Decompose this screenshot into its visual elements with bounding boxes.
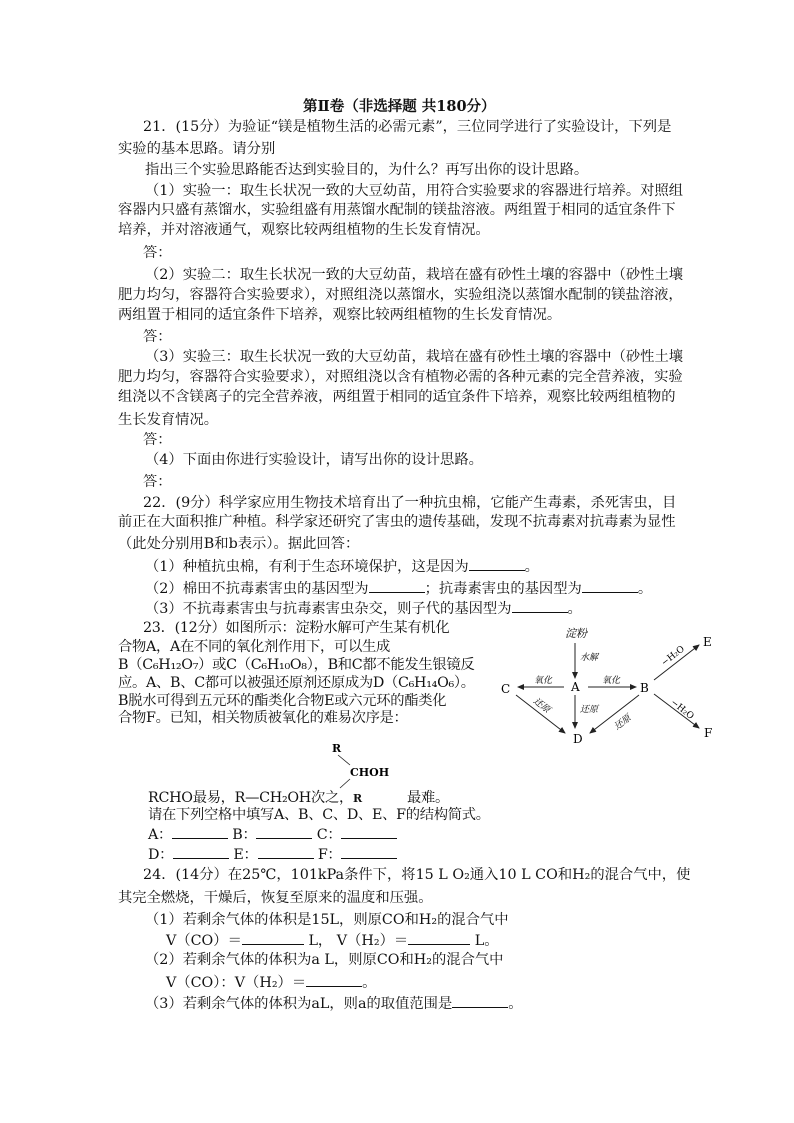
unit: L，: [308, 933, 333, 949]
instruction: 请在下列空格中填写A、B、C、D、E、F的结构简式。: [148, 807, 490, 823]
text-line: 组浇以不含镁离子的完全营养液，两组置于相同的适宜条件下培养，观察比较两组植物的: [118, 389, 676, 405]
ratio-label: V（CO）：V（H₂）＝: [166, 975, 307, 991]
r-top: R: [332, 742, 342, 755]
node-f: F: [704, 726, 713, 740]
text: （3）若剩余气体的体积为aL，则a的取值范围是: [145, 996, 453, 1012]
starch-label: 淀粉: [565, 627, 587, 640]
node-d: D: [573, 732, 583, 746]
reduction-label-a: 还原: [580, 705, 599, 715]
label-a: A：: [148, 827, 173, 843]
text-line: 培养，并对溶液通气，观察比较两组植物的生长发育情况。: [118, 222, 490, 238]
answer-label: 答：: [143, 245, 172, 261]
text-line: B脱水可得到五元环的酯类化合物E或六元环的酯类化: [118, 693, 447, 709]
period: 。: [362, 975, 377, 991]
label-b: B：: [232, 827, 257, 843]
ratio-answer-row: [166, 973, 376, 992]
answer-blank-range[interactable]: [452, 994, 508, 1008]
text: 最难。: [406, 790, 449, 806]
unit: L。: [474, 933, 499, 949]
text-line: 21．(15分）为验证“镁是植物生活的必需元素”，三位同学进行了实验设计，下列是: [143, 119, 672, 135]
node-a: A: [571, 680, 580, 694]
text: ；抗毒素害虫的基因型为: [424, 581, 582, 597]
reduction-label-c: 还原: [531, 696, 552, 716]
reduction-label-b: 还原: [612, 713, 634, 733]
answer-label: 答：: [143, 474, 172, 490]
period: 。: [637, 581, 653, 597]
text-line: 合物A，A在不同的氧化剂作用下，可以生成: [118, 639, 390, 655]
text-line: 应。A、B、C都可以被强还原剂还原成为D（C₆H₁₄O₆）。: [118, 675, 475, 691]
label-d: D：: [148, 847, 174, 863]
answer-blank-ratio[interactable]: [306, 973, 362, 987]
text-line: 22．(9分）科学家应用生物技术培育出了一种抗虫棉，它能产生毒素，杀死害虫，目: [143, 495, 677, 511]
answer-blank-v-co[interactable]: [242, 931, 304, 945]
text: （3）不抗毒素害虫与抗毒素害虫杂交，则子代的基因型为: [145, 601, 512, 617]
text-line: 两组置于相同的适宜条件下培养，观察比较两组植物的生长发育情况。: [118, 307, 562, 323]
text-line: 容器内只盛有蒸馏水，实验组盛有用蒸馏水配制的镁盐溶液。两组置于相同的适宜条件下: [118, 202, 676, 218]
text-line: （3）实验三：取生长状况一致的大豆幼苗，栽培在盛有砂性土壤的容器中（砂性土壤: [145, 349, 684, 365]
text: RCHO最易，R—CH₂OH次之，: [148, 790, 353, 806]
text: （2）棉田不抗毒素害虫的基因型为: [145, 581, 369, 597]
dehydration-label-f: −H₂O: [668, 697, 696, 722]
label-e: E：: [233, 847, 258, 863]
node-e: E: [703, 635, 712, 649]
dehydration-label-e: −H₂O: [659, 644, 687, 669]
node-b: B: [640, 681, 649, 695]
text-line: 指出三个实验思路能否达到实验目的，为什么？再写出你的设计思路。: [145, 162, 589, 178]
text-line: 24．(14分）在25℃，101kPa条件下，将15 L O₂通入10 L CO和H₂的混合气中，使: [143, 867, 691, 883]
label-c: C：: [316, 827, 342, 843]
sub-question-3: [145, 994, 523, 1013]
label-f: F：: [317, 847, 342, 863]
period: 。: [567, 601, 582, 617]
text-line: （2）若剩余气体的体积为a L，则原CO和H₂的混合气中: [145, 952, 504, 968]
text-line: 肥力均匀，容器符合实验要求），对照组浇以蒸馏水，实验组浇以蒸馏水配制的镁盐溶液，: [118, 287, 683, 303]
text-line: （4）下面由你进行实验设计，请写出你的设计思路。: [145, 452, 483, 468]
answer-blank-v-h2[interactable]: [408, 931, 470, 945]
node-c: C: [501, 682, 511, 696]
text-line: （2）实验二：取生长状况一致的大豆幼苗，栽培在盛有砂性土壤的容器中（砂性土壤: [145, 267, 684, 283]
oxidation-label-b: 氧化: [602, 676, 621, 686]
text-line: 23．(12分）如图所示：淀粉水解可产生某有机化: [143, 620, 450, 636]
text-line: 合物F。已知，相关物质被氧化的难易次序是：: [118, 710, 408, 726]
text-line: （1）若剩余气体的体积是15L，则原CO和H₂的混合气中: [145, 912, 509, 928]
text-line: B（C₆H₁₂O₇）或C（C₆H₁₀O₈），B和C都不能发生银镜反: [118, 657, 475, 673]
r-bottom: R: [352, 792, 362, 805]
answer-label: 答：: [143, 432, 172, 448]
text-line: （此处分别用B和b表示）。据此回答：: [118, 536, 360, 552]
answer-label: 答：: [143, 329, 172, 345]
chohs-label: CHOH: [350, 766, 390, 779]
text-line: 其完全燃烧，干燥后，恢复至原来的温度和压强。: [118, 890, 433, 906]
period: 。: [508, 996, 523, 1012]
v-co-label: V（CO）＝: [166, 933, 242, 949]
text-line: 前正在大面积推广种植。科学家还研究了害虫的遗传基础，发现不抗毒素对抗毒素为显性: [118, 514, 676, 530]
text-line: 生长发育情况。: [118, 412, 219, 428]
text-line: 实验的基本思路。请分别: [118, 141, 276, 157]
section-title: 第Ⅱ卷（非选择题 共180分）: [303, 98, 496, 115]
oxidation-label-c: 氧化: [534, 676, 553, 686]
text-line: 肥力均匀，容器符合实验要求），对照组浇以含有植物必需的各种元素的完全营养液，实验: [118, 369, 683, 385]
period: 。: [524, 559, 539, 575]
hydrolysis-label: 水解: [580, 653, 599, 663]
text-line: （1）实验一：取生长状况一致的大豆幼苗，用符合实验要求的容器进行培养。对照组: [145, 183, 684, 199]
text: （1）种植抗虫棉，有利于生态环境保护，这是因为: [145, 559, 469, 575]
volume-answer-row: [166, 931, 499, 950]
v-h2-label: V（H₂）＝: [336, 933, 409, 949]
